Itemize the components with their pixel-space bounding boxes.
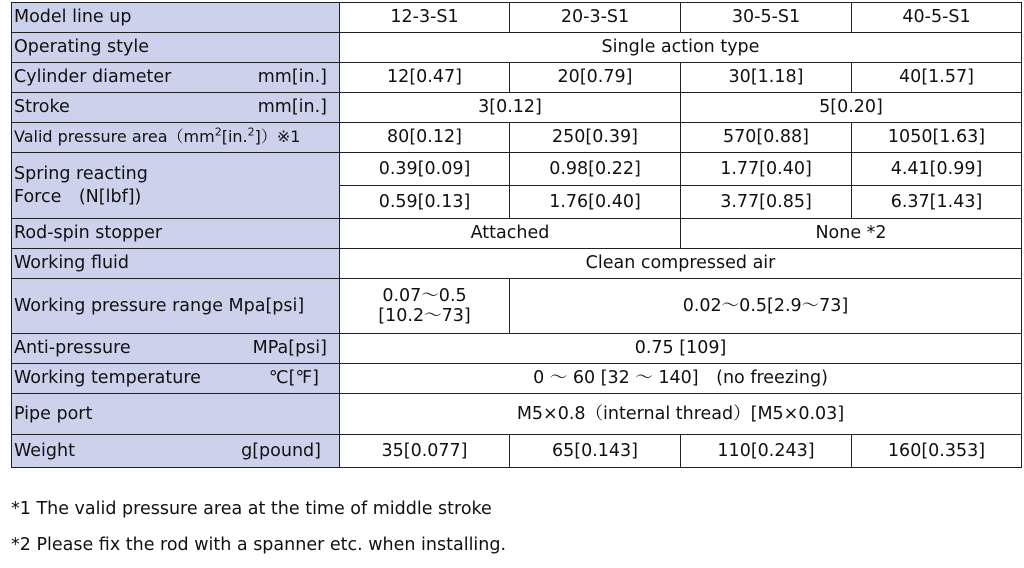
cylinder-diameter-label	[12, 63, 340, 93]
anti-pressure-label	[12, 334, 340, 364]
working-pressure-label: Working pressure range Mpa[psi]	[12, 279, 340, 334]
value-cell: 1.77[0.40]	[681, 153, 852, 186]
table-row	[12, 435, 1022, 468]
row-label-text: Stroke	[14, 97, 70, 118]
footnote: *1 The valid pressure area at the time of middle stroke	[11, 499, 492, 519]
value-cell: 30[1.18]	[681, 63, 852, 93]
label-line: Spring reacting	[14, 163, 148, 184]
table-row	[12, 394, 1022, 435]
row-label-text: Weight	[14, 440, 75, 461]
value-cell: 110[0.243]	[681, 435, 852, 468]
row-unit: mm[in.]	[257, 97, 327, 118]
operating-style-value: Single action type	[340, 33, 1022, 63]
value-cell: 3.77[0.85]	[681, 186, 852, 219]
valid-pressure-area-label	[12, 123, 340, 153]
value-line: 0.07～0.5	[382, 285, 467, 306]
model-cell: 20-3-S1	[510, 3, 681, 33]
model-cell: 30-5-S1	[681, 3, 852, 33]
table-row	[12, 123, 1022, 153]
value-cell: Clean compressed air	[340, 249, 1022, 279]
row-unit: ℃[℉]	[269, 368, 319, 389]
table-row	[12, 153, 1022, 186]
working-fluid-label: Working fluid	[12, 249, 340, 279]
spec-table-container	[11, 2, 1021, 468]
operating-style-label: Operating style	[12, 33, 340, 63]
value-cell: 3[0.12]	[340, 93, 681, 123]
footnotes	[11, 496, 506, 568]
table-row	[12, 93, 1022, 123]
row-unit: g[pound]	[241, 440, 321, 461]
value-cell	[340, 279, 510, 334]
value-cell: 4.41[0.99]	[852, 153, 1022, 186]
label-part: ]）※1	[254, 127, 301, 147]
value-cell: 1.76[0.40]	[510, 186, 681, 219]
value-cell: 12[0.47]	[340, 63, 510, 93]
superscript: 2	[247, 125, 255, 139]
value-cell: 0.02～0.5[2.9～73]	[510, 279, 1022, 334]
value-cell: 250[0.39]	[510, 123, 681, 153]
value-cell: 160[0.353]	[852, 435, 1022, 468]
footnote: *2 Please fix the rod with a spanner etc. when installing.	[11, 535, 507, 555]
value-cell: 5[0.20]	[681, 93, 1022, 123]
row-label-text: Anti-pressure	[14, 338, 131, 359]
model-cell: 12-3-S1	[340, 3, 510, 33]
table-row	[12, 33, 1022, 63]
value-cell: 0.75 [109]	[340, 334, 1022, 364]
value-line: [10.2～73]	[378, 306, 471, 326]
table-row	[12, 3, 1022, 33]
value-cell: None *2	[681, 219, 1022, 249]
table-row	[12, 219, 1022, 249]
table-row	[12, 334, 1022, 364]
row-unit: mm[in.]	[257, 67, 327, 88]
value-cell: 1050[1.63]	[852, 123, 1022, 153]
model-cell: 40-5-S1	[852, 3, 1022, 33]
pipe-port-label: Pipe port	[12, 394, 340, 435]
superscript: 2	[214, 125, 222, 139]
value-cell: 65[0.143]	[510, 435, 681, 468]
spring-force-label	[12, 153, 340, 219]
value-cell: M5×0.8（internal thread）[M5×0.03]	[340, 394, 1022, 435]
value-cell: 570[0.88]	[681, 123, 852, 153]
value-cell: 40[1.57]	[852, 63, 1022, 93]
value-cell: 6.37[1.43]	[852, 186, 1022, 219]
value-cell: 0 ～ 60 [32 ～ 140] (no freezing)	[340, 364, 1022, 394]
value-cell: 20[0.79]	[510, 63, 681, 93]
label-part: Valid pressure area（mm	[14, 127, 215, 147]
label-part: [in.	[221, 127, 248, 147]
value-cell: Attached	[340, 219, 681, 249]
table-row	[12, 279, 1022, 334]
value-cell: 0.98[0.22]	[510, 153, 681, 186]
rod-spin-stopper-label: Rod-spin stopper	[12, 219, 340, 249]
table-row	[12, 63, 1022, 93]
table-row	[12, 364, 1022, 394]
value-cell: 80[0.12]	[340, 123, 510, 153]
value-cell: 0.39[0.09]	[340, 153, 510, 186]
value-cell: 35[0.077]	[340, 435, 510, 468]
row-label-text: Cylinder diameter	[14, 67, 172, 88]
table-row	[12, 249, 1022, 279]
row-label-text: Working temperature	[14, 368, 201, 389]
weight-label	[12, 435, 340, 468]
row-unit: MPa[psi]	[252, 338, 327, 359]
label-line: Force (N[lbf])	[14, 186, 142, 207]
value-cell: 0.59[0.13]	[340, 186, 510, 219]
stroke-label	[12, 93, 340, 123]
working-temperature-label	[12, 364, 340, 394]
model-label: Model line up	[12, 3, 340, 33]
spec-table	[11, 2, 1022, 468]
